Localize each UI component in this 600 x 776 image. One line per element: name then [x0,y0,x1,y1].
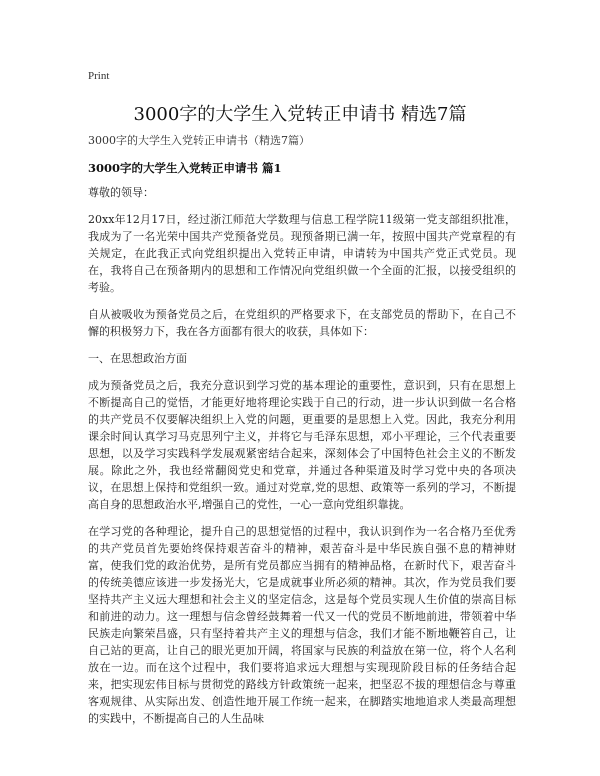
paragraph-theory: 在学习党的各种理论，提升自己的思想觉悟的过程中，我认识到作为一名合格乃至优秀的共产党员首先要始终保持艰苦奋斗的精神，艰苦奋斗是中华民族自强不息的精神财富，使我们党的政治优势，是所有党员都应当拥有的精神品格，在新时代下，艰苦奋斗的传统美德应该进一步发扬光大，它是成就事业所必须的精神。其次，作为党员我们要坚持共产主义远大理想和社会主义的坚定信念，这是每个党员实现人生价值的崇高目标和前进的动力。这一理想与信念曾经鼓舞着一代又一代的党员不断地前进，带领着中华民族走向繁荣昌盛，只有坚持着共产主义的理想与信念，我们才能不断地鞭笞自己，让自己站的更高，让自己的眼光更加开阔，将国家与民族的利益放在第一位，将个人名利放在一边。而在这个过程中，我们要将追求远大理想与实现现阶段目标的任务结合起来，把实现宏伟目标与贯彻党的路线方针政策统一起来，把坚忍不拔的理想信念与尊重客观规律、从实际出发、创造性地开展工作统一起来，在脚踏实地地追求人类最高理想的实践中，不断提高自己的人生品味 [88,525,516,725]
paragraph-ideology: 成为预备党员之后，我充分意识到学习党的基本理论的重要性，意识到，只有在思想上不断提高自己的觉悟，才能更好地将理论实践于自己的行动，进一步认识到做一名合格的共产党员不仅要解决组织上入党的问题，更重要的是思想上入党。因此，我充分利用课余时间认真学习马克思列宁主义，并将它与毛泽东思想，邓小平理论，三个代表重要思想，以及学习实践科学发展观紧密结合起来，深刻体会了中国特色社会主义的不断发展。除此之外，我也经常翻阅党史和党章，并通过各种渠道及时学习党中央的各项决议，在思想上保持和党组织一致。通过对党章,党的思想、政策等一系列的学习，不断提高自身的思想政治水平,增强自己的党性，一心一意向党组织靠拢。 [88,379,516,511]
document-title: 3000字的大学生入党转正申请书 精选7篇 [133,104,467,125]
paragraph-summary: 自从被吸收为预备党员之后，在党组织的严格要求下，在支部党员的帮助下，在自己不懈的积极努力下，我在各方面都有很大的收获，具体如下： [88,308,516,338]
print-label: Print [88,70,110,82]
document-body [88,184,516,737]
document-subtitle: 3000字的大学生入党转正申请书（精选7篇） [88,134,310,147]
greeting: 尊敬的领导： [88,186,154,199]
paragraph-intro: 20xx年12月17日，经过浙江师范大学数理与信息工程学院11级第一党支部组织批准，我成为了一名光荣中国共产党预备党员。现预备期已满一年，按照中国共产党章程的有关规定，在此我正式向党组织提出入党转正申请，申请转为中国共产党正式党员。现在，我将自己在预备期内的思想和工作情况向党组织做一个全面的汇报，以接受组织的考验。 [88,213,516,294]
subheading-ideology: 一、在思想政治方面 [88,352,187,365]
section-heading: 3000字的大学生入党转正申请书 篇1 [88,161,282,175]
